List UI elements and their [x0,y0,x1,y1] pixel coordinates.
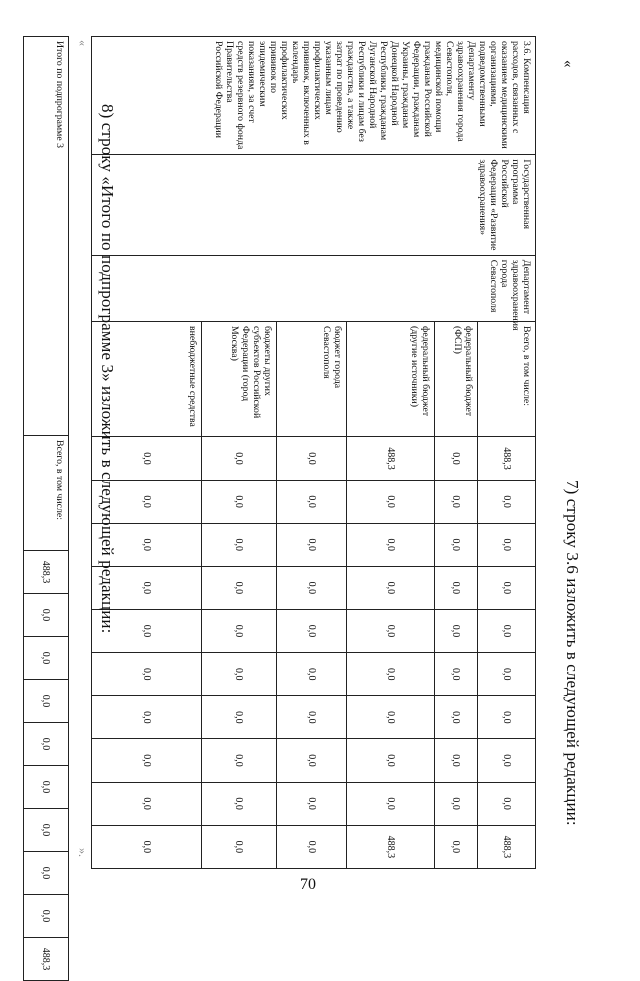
value-cell: 0,0 [24,680,69,723]
value-cell: 0,0 [478,609,536,652]
table-row [24,37,69,981]
value-cell: 0,0 [92,739,202,782]
value-cell: 488,3 [24,551,69,594]
value-cell: 0,0 [92,696,202,739]
value-cell: 0,0 [277,523,347,566]
value-cell: 0,0 [202,653,277,696]
heading-item-8 [97,104,117,633]
value-cell: 0,0 [202,696,277,739]
value-cell: 0,0 [24,809,69,852]
value-cell: 0,0 [92,437,202,480]
total-source-label: Всего, в том числе: [24,436,69,551]
value-cell: 488,3 [347,825,435,868]
value-cell: 0,0 [24,852,69,895]
value-cell: 0,0 [435,653,478,696]
value-cell: 0,0 [478,782,536,825]
row-3-6-table [91,36,536,869]
value-cell: 0,0 [277,825,347,868]
value-cell: 488,3 [24,938,69,981]
value-cell: 0,0 [92,653,202,696]
close-quote-2: ». [76,848,90,857]
value-cell: 0,0 [92,566,202,609]
page-number: 70 [300,876,316,893]
value-cell: 488,3 [478,437,536,480]
value-cell: 0,0 [24,637,69,680]
value-cell: 0,0 [347,782,435,825]
value-cell: 0,0 [347,523,435,566]
value-cell: 0,0 [24,766,69,809]
value-cell: 0,0 [435,437,478,480]
open-quote-2: « [76,40,90,46]
value-cell: 0,0 [347,609,435,652]
value-cell: 0,0 [24,594,69,637]
measure-name-cell: 3.6. Компенсация расходов, связанных с оказанием медицинскими организациями, подведомственными Департаменту здравоохранения города Севастополя, медицинской помощи гражданам Российской Федерации, гражданам Украины, гражданам Донецкой Народной Республики, гражданам Луганской Народной Республики и лицам без гражданства, а также затрат по проведению указанным лицам профилактических прививок, включенных в календарь профилактических прививок по эпидемическим показаниям, за счет средств резервного фонда Правительства Российской Федерации [92,37,536,155]
total-table [23,36,69,981]
value-cell: 0,0 [435,609,478,652]
value-cell: 0,0 [202,480,277,523]
value-cell: 0,0 [347,739,435,782]
value-cell: 0,0 [478,739,536,782]
executor-cell: Департамент здравоохранения города Севастополя [92,255,536,321]
source-label: федеральный бюджет (ФСП) [435,322,478,437]
open-quote: « [560,60,576,68]
value-cell: 0,0 [92,782,202,825]
value-cell: 0,0 [92,480,202,523]
value-cell: 0,0 [202,825,277,868]
value-cell: 0,0 [202,739,277,782]
source-label: бюджеты других субъектов Российской Федерации (город Москва) [202,322,277,437]
value-cell: 0,0 [277,566,347,609]
value-cell: 0,0 [435,480,478,523]
table-row [478,37,536,869]
value-cell: 0,0 [202,437,277,480]
value-cell: 0,0 [435,825,478,868]
program-cell: Государственная программа Российской Федерации «Развитие здравоохранения» [92,155,536,255]
value-cell: 0,0 [202,566,277,609]
value-cell: 0,0 [202,609,277,652]
value-cell: 488,3 [478,825,536,868]
value-cell: 0,0 [347,696,435,739]
heading-item-8-text: 8) строку «Итого по подпрограмме 3» изложить в следующей редакции: [98,104,117,634]
value-cell: 0,0 [92,609,202,652]
value-cell: 0,0 [435,782,478,825]
value-cell: 0,0 [277,653,347,696]
value-cell: 0,0 [277,782,347,825]
value-cell: 0,0 [277,739,347,782]
value-cell: 0,0 [347,480,435,523]
value-cell: 0,0 [435,696,478,739]
document-page [0,28,590,971]
value-cell: 0,0 [277,480,347,523]
value-cell: 0,0 [478,480,536,523]
heading-item-7-text: 7) строку 3.6 изложить в следующей редакции: [563,480,582,826]
value-cell: 0,0 [277,437,347,480]
total-name-cell: Итого по подпрограмме 3 [24,37,69,436]
value-cell: 0,0 [277,696,347,739]
value-cell: 0,0 [277,609,347,652]
source-label: внебюджетные средства [92,322,202,437]
source-label: бюджет города Севастополя [277,322,347,437]
value-cell: 0,0 [478,696,536,739]
value-cell: 0,0 [24,723,69,766]
value-cell: 0,0 [202,782,277,825]
value-cell: 0,0 [347,653,435,696]
value-cell: 0,0 [92,523,202,566]
source-label: федеральный бюджет (другие источники) [347,322,435,437]
value-cell: 0,0 [92,825,202,868]
value-cell: 0,0 [478,523,536,566]
value-cell: 0,0 [347,566,435,609]
value-cell: 0,0 [24,895,69,938]
heading-item-7 [560,60,582,826]
value-cell: 0,0 [478,653,536,696]
source-label: Всего, в том числе: [478,322,536,437]
value-cell: 0,0 [435,739,478,782]
value-cell: 0,0 [478,566,536,609]
value-cell: 0,0 [202,523,277,566]
value-cell: 0,0 [435,566,478,609]
value-cell: 0,0 [435,523,478,566]
value-cell: 488,3 [347,437,435,480]
